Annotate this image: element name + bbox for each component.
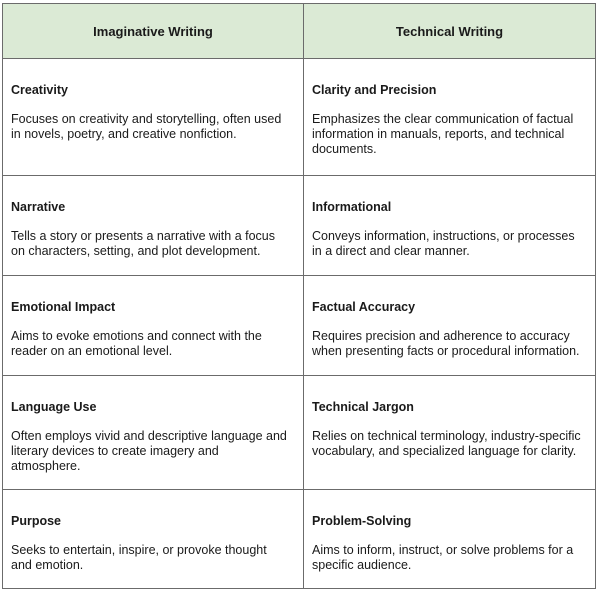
table-cell	[3, 176, 304, 276]
cell-text: Often employs vivid and descriptive language and literary devices to create imagery and atmosphere.	[11, 429, 287, 473]
cell-title: Informational	[312, 200, 392, 214]
header-label: Imaginative Writing	[93, 23, 213, 39]
cell-text: Tells a story or presents a narrative with a focus on characters, setting, and plot development.	[11, 229, 276, 258]
cell-text: Conveys information, instructions, or processes in a direct and clear manner.	[312, 229, 575, 258]
cell-title: Language Use	[11, 400, 97, 414]
cell-text: Seeks to entertain, inspire, or provoke thought and emotion.	[11, 543, 267, 572]
table-cell	[3, 490, 304, 588]
header-label: Technical Writing	[395, 23, 504, 39]
cell-text: Requires precision and adherence to accuracy when presenting facts or procedural information.	[312, 329, 580, 358]
table-cell	[3, 276, 304, 376]
table-cell	[304, 276, 595, 376]
cell-text: Emphasizes the clear communication of factual information in manuals, reports, and technical documents.	[312, 112, 574, 156]
cell-title: Emotional Impact	[11, 300, 116, 314]
table-cell	[304, 376, 595, 490]
comparison-table	[2, 3, 596, 589]
cell-title: Narrative	[11, 200, 66, 214]
table-cell	[304, 59, 595, 176]
cell-title: Problem-Solving	[312, 514, 412, 528]
cell-text: Aims to inform, instruct, or solve problems for a specific audience.	[312, 543, 574, 572]
cell-text: Aims to evoke emotions and connect with the reader on an emotional level.	[11, 329, 262, 358]
cell-text: Relies on technical terminology, industry-specific vocabulary, and specialized language for clarity.	[312, 429, 581, 458]
cell-title: Clarity and Precision	[312, 83, 437, 97]
header-technical-writing	[304, 4, 595, 59]
table-cell	[304, 490, 595, 588]
cell-title: Factual Accuracy	[312, 300, 416, 314]
header-imaginative-writing	[3, 4, 304, 59]
cell-text: Focuses on creativity and storytelling, often used in novels, poetry, and creative nonfiction.	[11, 112, 282, 141]
table-cell	[3, 376, 304, 490]
table-cell	[3, 59, 304, 176]
table-cell	[304, 176, 595, 276]
cell-title: Creativity	[11, 83, 68, 97]
cell-title: Technical Jargon	[312, 400, 414, 414]
cell-title: Purpose	[11, 514, 62, 528]
